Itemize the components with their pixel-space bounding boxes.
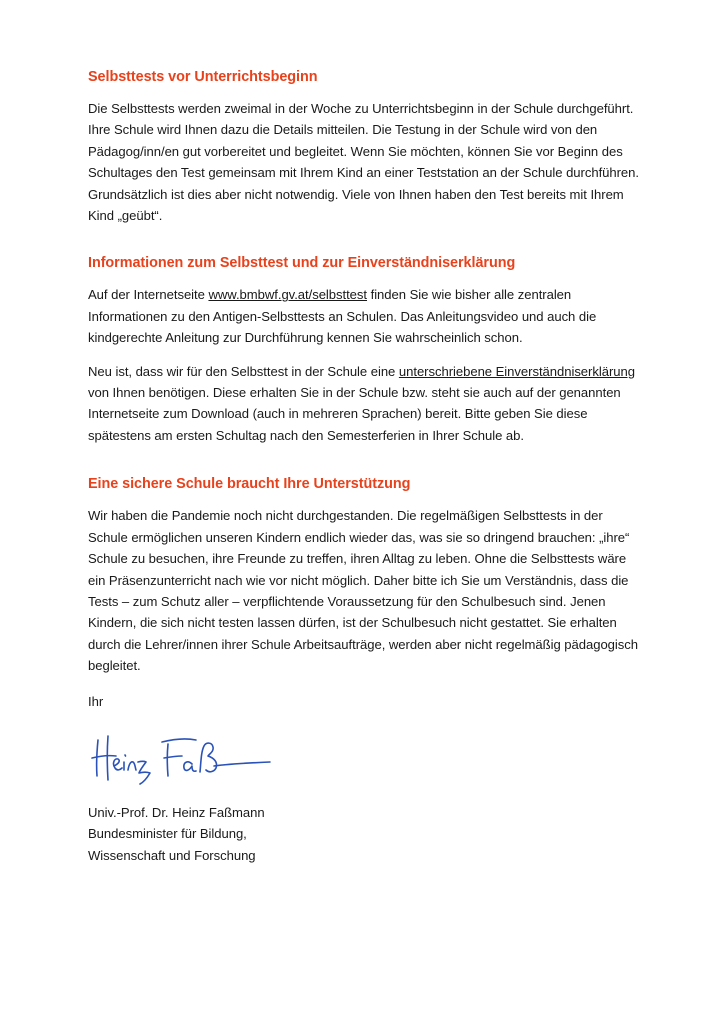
paragraph-text: Auf der Internetseite	[88, 287, 209, 303]
section-paragraph	[88, 284, 644, 348]
section-heading: Informationen zum Selbsttest und zur Einverständniserklärung	[88, 255, 516, 272]
section-heading: Selbsttests vor Unterrichtsbeginn	[88, 69, 318, 85]
closing-salutation: Ihr	[88, 693, 104, 709]
paragraph-text: von Ihnen benötigen. Diese erhalten Sie in der Schule bzw. steht sie auch auf der genannten Internetseite zum Download (auch in mehreren Sprachen) bereit. Bitte geben Sie diese spätestens am ersten Schultag nach den Semesterferien in Ihrer Schule ab.	[88, 385, 621, 443]
underlined-text: unterschriebene Einverständniserklärung	[398, 363, 635, 379]
paragraph-text: finden Sie wie bisher alle zentralen Informationen zu den Antigen-Selbsttests an Schulen. Das Anleitungsvideo und auch die kindgerechte Anleitung zur Durchführung kennen Sie wahrscheinlich schon.	[88, 287, 597, 346]
paragraph-text: Neu ist, dass wir für den Selbsttest in der Schule eine	[88, 363, 399, 379]
sender-name: Univ.-Prof. Dr. Heinz Faßmann	[88, 804, 265, 820]
section-unterstuetzung	[88, 473, 644, 676]
sender-title-line: Bundesminister für Bildung,	[88, 826, 247, 842]
handwritten-signature	[88, 726, 288, 788]
sender-title-line: Wissenschaft und Forschung	[88, 847, 256, 863]
section-informationen	[88, 252, 644, 446]
sender-block	[88, 802, 644, 867]
signature-image	[88, 726, 288, 788]
section-paragraph	[88, 361, 644, 447]
section-selbsttests	[88, 66, 644, 226]
selbsttest-link[interactable]: www.bmbwf.gv.at/selbsttest	[208, 287, 368, 303]
section-paragraph: Wir haben die Pandemie noch nicht durchgestanden. Die regelmäßigen Selbsttests in der Schule ermöglichen unseren Kindern endlich wieder das, was sie so dringend brauchen: „ihre“ Schule zu besuchen, ihre Freunde zu treffen, ihren Alltag zu leben. Ohne die Selbsttests wäre ein Präsenzunterricht nach wie vor nicht möglich. Daher bitte ich Sie um Verständnis, dass die Tests – zum Schutz aller – verpflichtende Voraussetzung für den Schulbesuch sind. Jenen Kindern, die sich nicht testen lassen dürfen, ist der Schulbesuch nicht gestattet. Sie erhalten durch die Lehrer/innen ihrer Schule Arbeitsaufträge, werden aber nicht regelmäßig pädagogisch begleitet.	[88, 508, 638, 674]
letter-page	[88, 66, 644, 866]
section-heading: Eine sichere Schule braucht Ihre Unterstützung	[88, 476, 411, 493]
section-paragraph: Die Selbsttests werden zweimal in der Woche zu Unterrichtsbeginn in der Schule durchgeführt. Ihre Schule wird Ihnen dazu die Details mitteilen. Die Testung in der Schule wird von den Pädagog/inn/en gut vorbereitet und begleitet. Wenn Sie möchten, können Sie vor Beginn des Schultages den Test gemeinsam mit Ihrem Kind an einer Teststation an der Schule durchführen. Grundsätzlich ist dies aber nicht notwendig. Viele von Ihnen haben den Test bereits mit Ihrem Kind „geübt“.	[88, 101, 639, 224]
